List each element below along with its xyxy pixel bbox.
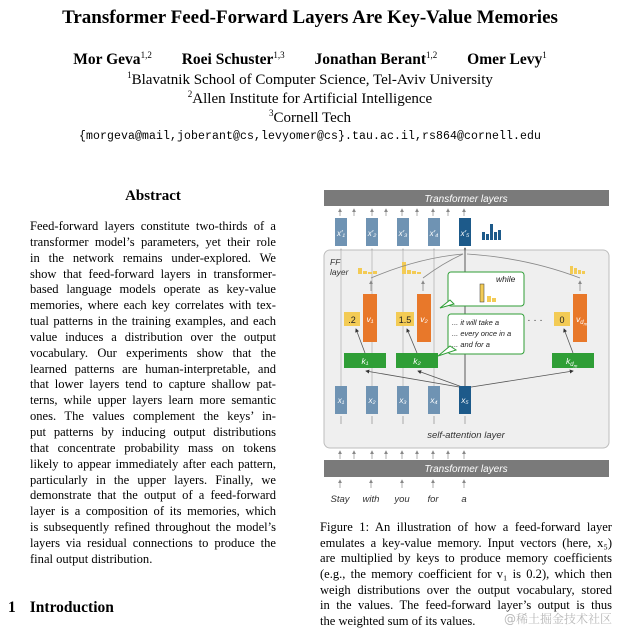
abstract-line: show that feed-forward layers in transformer- bbox=[30, 266, 276, 281]
caption-line: the weighted sum of its values. bbox=[320, 614, 476, 629]
abstract-line: ones. The values complement the keys’ in- bbox=[30, 409, 276, 424]
abstract-line: likely to appear immediately after each pattern, bbox=[30, 456, 276, 471]
abstract-line: is subsequently refined throughout the model’s bbox=[30, 520, 276, 535]
abstract-line: value induces a distribution over the output bbox=[30, 329, 276, 344]
abstract-line: Feed-forward layers constitute two-thirds of a bbox=[30, 219, 276, 233]
abstract-line: based language models operate as key-value bbox=[30, 282, 276, 297]
vector-label: x₁ bbox=[337, 396, 345, 405]
abstract-heading: Abstract bbox=[125, 188, 181, 204]
pattern-line: ... every once in a bbox=[452, 329, 512, 338]
author-emails: {morgeva@mail,joberant@cs,levyomer@cs}.tau.ac.il,rs864@cornell.edu bbox=[78, 130, 542, 143]
abstract-line: final output distribution. bbox=[30, 551, 153, 566]
coefficient-value: 0 bbox=[559, 315, 565, 325]
pattern-line: ... and for a bbox=[452, 340, 490, 349]
vector-label: x₃ bbox=[399, 396, 407, 405]
bottom-bar-label: Transformer layers bbox=[424, 464, 508, 475]
pattern-line: ... it will take a bbox=[452, 318, 500, 327]
abstract-line: layer is a composition of its memories, which bbox=[30, 504, 276, 519]
caption-line: emulates a key-value memory. Input vectors (here, x₅) bbox=[320, 535, 612, 550]
abstract-line: memories, where each key correlates with tex- bbox=[30, 298, 276, 313]
author: Mor Geva$^{1,2}$ bbox=[73, 50, 152, 68]
abstract-line: vocabulary. Our experiments show that the bbox=[30, 345, 276, 360]
upper-vectors bbox=[335, 218, 471, 246]
abstract-line: learned patterns are human-interpretable, and bbox=[30, 361, 276, 376]
ellipsis: · · · bbox=[527, 315, 543, 326]
affiliation: $^3$Cornell Tech bbox=[269, 108, 351, 126]
paper-title: Transformer Feed-Forward Layers Are Key-Value Memories bbox=[62, 7, 558, 28]
abstract-line: transformer model’s parameters, yet their role bbox=[30, 234, 276, 249]
value-label: $v_dm$ bbox=[576, 314, 588, 327]
input-token: for bbox=[427, 494, 439, 505]
vector-label: x₅ bbox=[461, 396, 469, 405]
affiliation: $^2$Allen Institute for Artificial Intelligence bbox=[187, 89, 433, 107]
abstract-line: demonstrate that the output of a feed-forward bbox=[30, 488, 276, 503]
self-attention-label: self-attention layer bbox=[427, 430, 505, 441]
input-token: Stay bbox=[330, 494, 350, 505]
watermark: @稀土掘金技术社区 bbox=[503, 612, 612, 626]
abstract-line: that concentrate probability mass on tokens bbox=[30, 440, 276, 455]
ff-label: FF bbox=[330, 257, 341, 267]
vector-label: x′₃ bbox=[398, 229, 408, 238]
caption-line: in the values. The feed-forward layer’s output is thus bbox=[320, 598, 612, 613]
key-label: k₂ bbox=[413, 356, 421, 366]
input-token: a bbox=[461, 494, 467, 505]
vector-label: x′₁ bbox=[336, 229, 346, 238]
author: Omer Levy$^1$ bbox=[467, 50, 547, 68]
abstract-line: terns, while upper layers learn more semantic bbox=[30, 393, 276, 408]
input-token: you bbox=[394, 494, 410, 505]
input-token: with bbox=[362, 494, 380, 505]
coefficient-value: 1.5 bbox=[398, 315, 412, 325]
vector-label: x₂ bbox=[368, 396, 376, 405]
caption-line: are multiplied by keys to produce memory coefficients bbox=[320, 551, 612, 566]
figure-1 bbox=[318, 188, 616, 510]
figure-1-diagram bbox=[318, 188, 616, 510]
vector-label: x′₂ bbox=[367, 229, 377, 238]
vector-label: x′₄ bbox=[429, 229, 439, 238]
ff-label: layer bbox=[330, 267, 349, 277]
value-label: v₂ bbox=[420, 314, 428, 324]
vector-label: x₄ bbox=[430, 396, 438, 405]
caption-line: (e.g., the memory coefficient for v₁ is 0.2), which then bbox=[320, 567, 612, 582]
author: Jonathan Berant$^{1,2}$ bbox=[314, 50, 438, 68]
key-label: k₁ bbox=[361, 356, 369, 366]
coefficient-value: .2 bbox=[348, 315, 356, 325]
abstract-line: that lower layers tend to capture shallow pat- bbox=[30, 377, 276, 392]
top-bar-label: Transformer layers bbox=[424, 194, 508, 205]
abstract-line: tual patterns in the training examples, and each bbox=[30, 314, 276, 329]
vector-label: x′₅ bbox=[460, 229, 470, 238]
affiliation: $^1$Blavatnik School of Computer Science, Tel-Aviv University bbox=[127, 70, 493, 88]
value-label: v₁ bbox=[366, 314, 374, 324]
author-list bbox=[0, 50, 620, 69]
abstract-line: put patterns by inducing output distributions bbox=[30, 424, 276, 439]
author: Roei Schuster$^{1,3}$ bbox=[181, 50, 285, 68]
caption-line: weigh distributions over the output vocabulary, stored bbox=[320, 582, 612, 597]
output-distribution-icon bbox=[482, 224, 501, 240]
top-arrows bbox=[340, 209, 464, 216]
caption-line: Figure 1: An illustration of how a feed-forward layer bbox=[320, 520, 612, 534]
abstract-line: layers via residual connections to produce the bbox=[30, 535, 276, 550]
bubble-word: while bbox=[496, 274, 516, 284]
abstract-body bbox=[30, 219, 276, 568]
section-heading-introduction: 1 Introduction bbox=[8, 599, 114, 616]
abstract-line: particularly in the upper layers. Finally, we bbox=[30, 472, 276, 487]
key-label: $k_dm$ bbox=[566, 356, 578, 369]
abstract-line: in the network remains under-explored. We bbox=[30, 250, 276, 265]
